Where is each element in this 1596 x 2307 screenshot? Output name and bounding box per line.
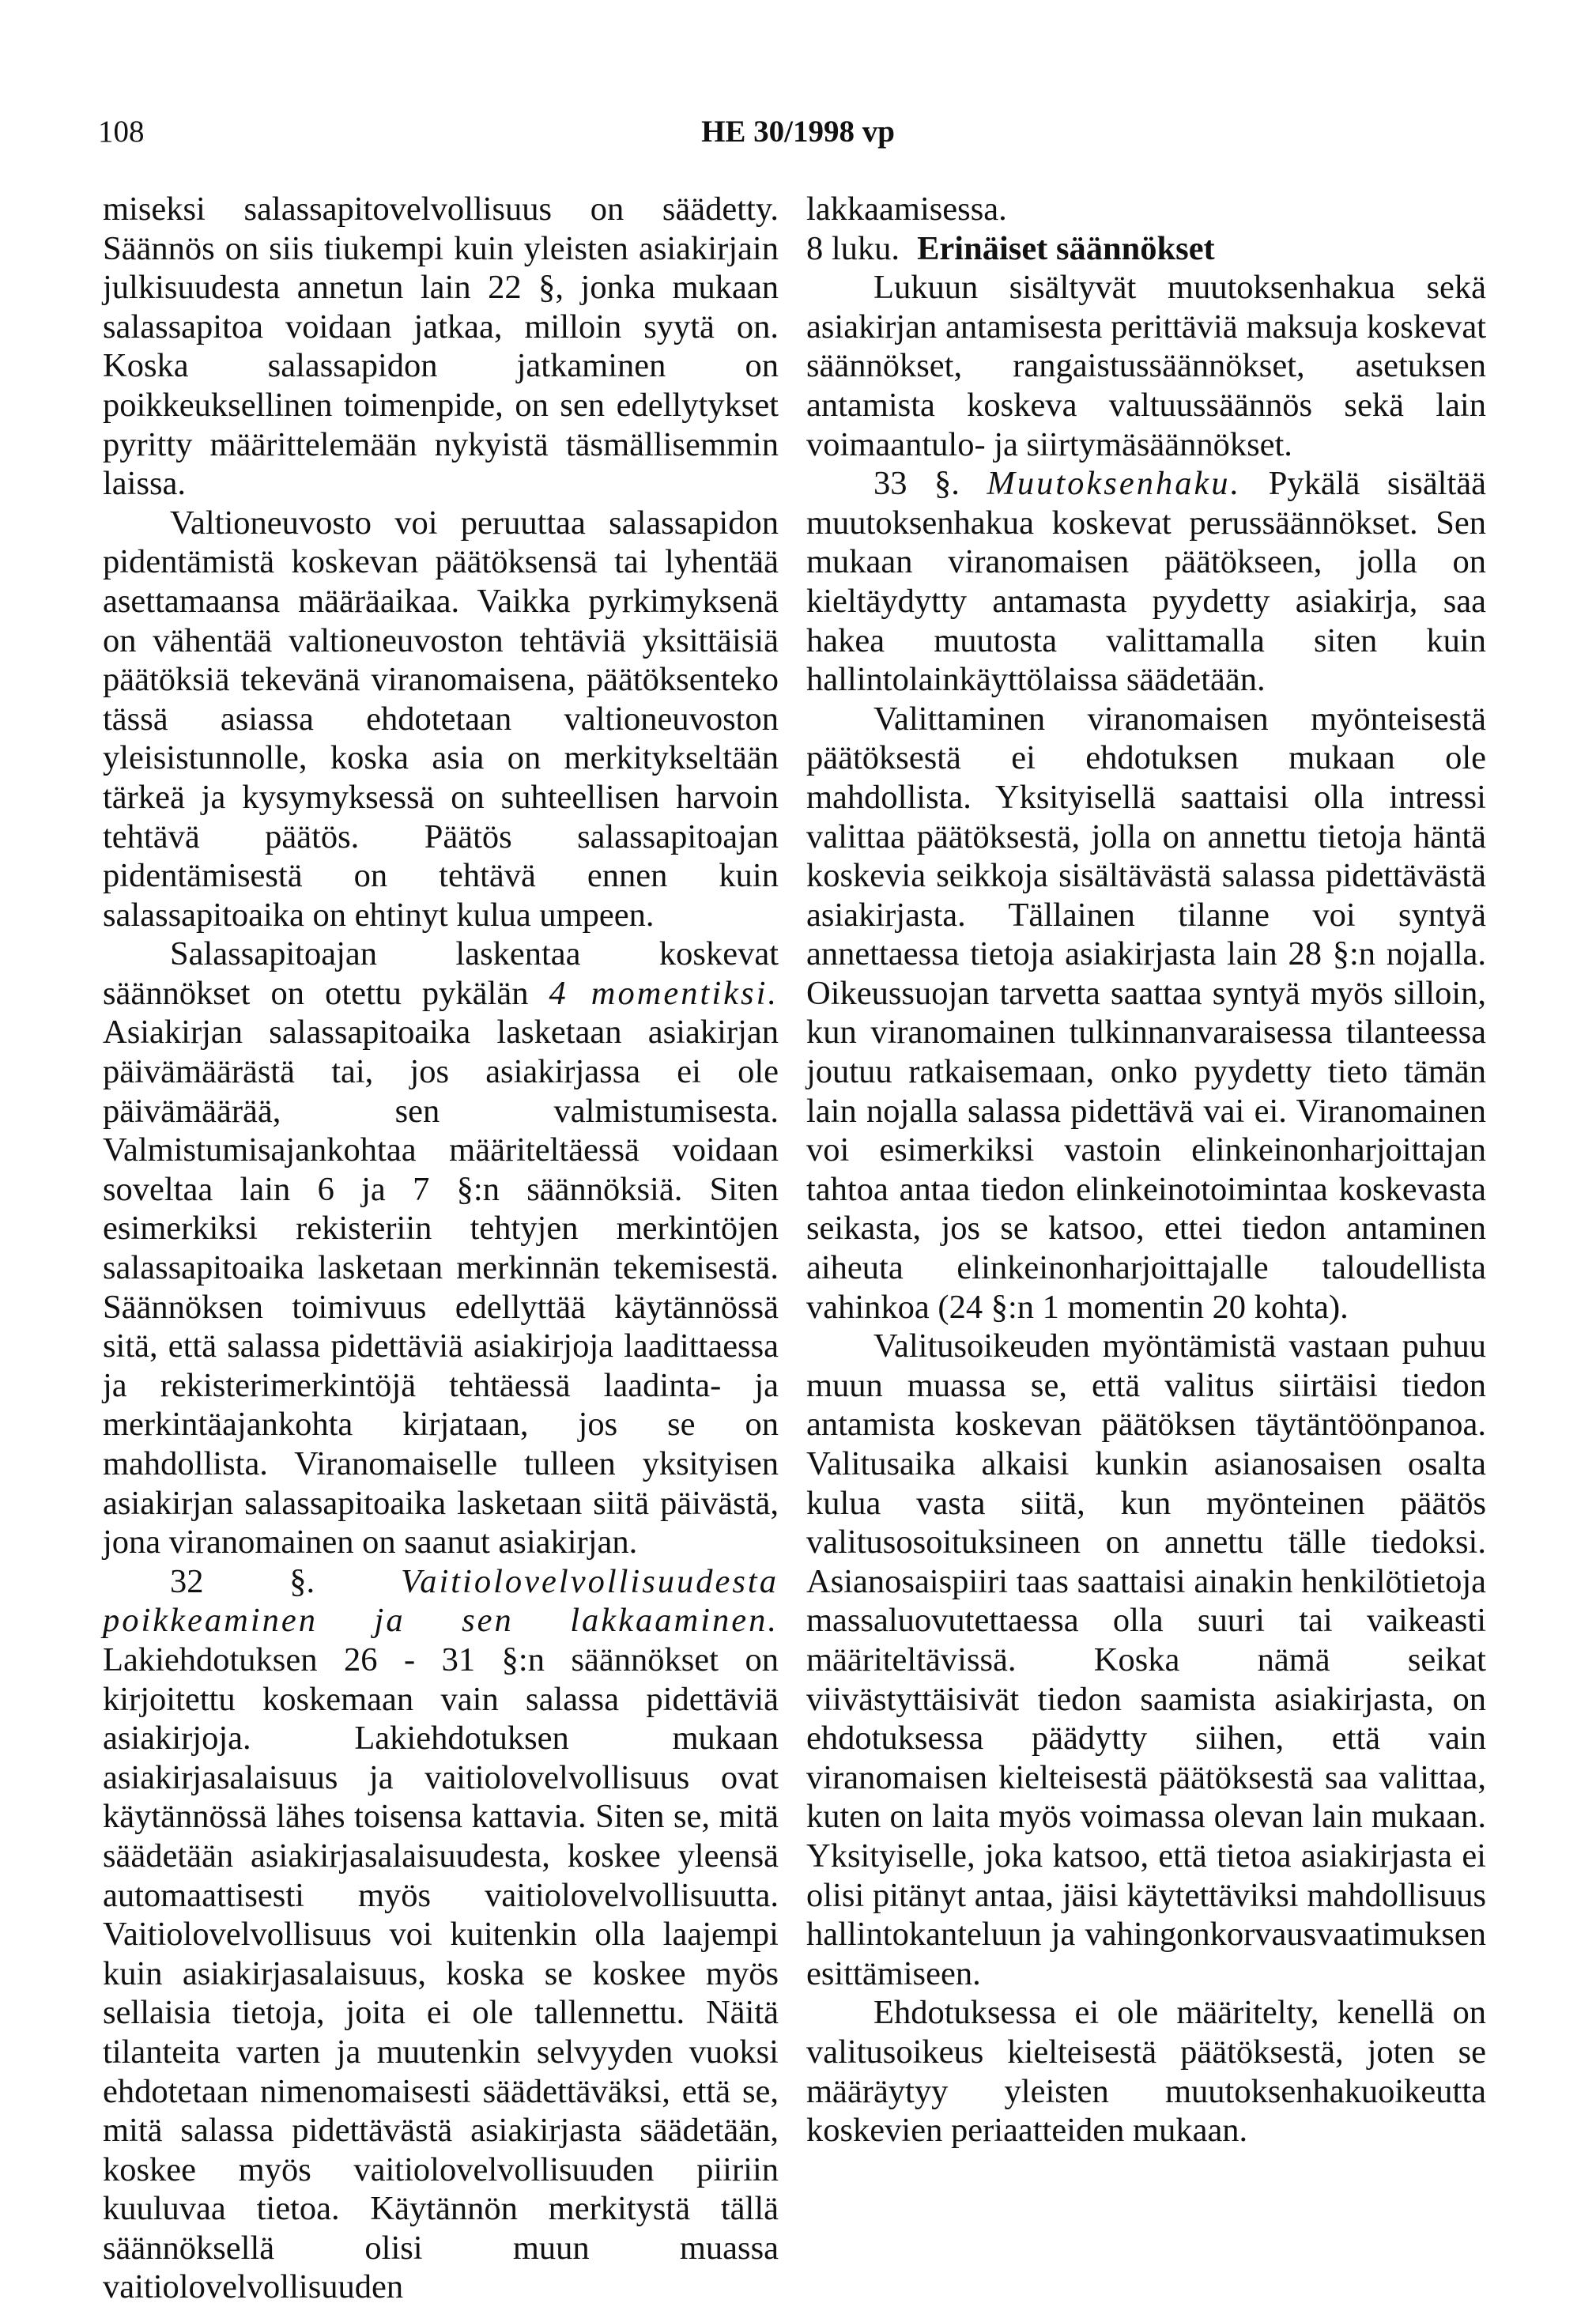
paragraph: Valitusoikeuden myöntämistä vastaan puhuu muun muassa se, että valitus siirtäisi tiedon antamista koskevan päätöksen täytäntöönpanoa. Valitusaika alkaisi kunkin asianosaisen osalta kulua vasta siitä, kun myönteinen päätös valitusosoituksineen on annettu tälle tiedoksi. Asianosaispiiri taas saattaisi ainakin henkilötietoja massaluovutettaessa olla suuri tai vaikeasti määriteltävissä. Koska nämä seikat viivästyttäisivät tiedon saamista asiakirjasta, on ehdotuksessa päädytty siihen, että vain viranomaisen kielteisestä päätöksestä saa valittaa, kuten on laita myös voimassa olevan lain mukaan. Yksityiselle, joka katsoo, että tietoa asiakirjasta ei olisi pitänyt antaa, jäisi käytettäviksi mahdollisuus hallintokanteluun ja vahingonkorvausvaatimuksen esittämiseen.: [806, 1327, 1486, 1992]
paragraph: [103, 935, 779, 1562]
paragraph: Ehdotuksessa ei ole määritelty, kenellä on valitusoikeus kielteisestä päätöksestä, joten se määräytyy yleisten muutoksenhakuoikeutta koskevien periaatteiden mukaan.: [806, 1994, 1486, 2150]
paragraph-text: Asiakirjan salassapitoaika lasketaan asiakirjan päivämäärästä tai, jos asiakirjassa ei ole päivämäärää, sen valmistumisesta. Valmistumisajankohtaa määriteltäessä voidaan soveltaa lain 6 ja 7 §:n säännöksiä. Siten esimerkiksi rekisteriin tehtyjen merkintöjen salassapitoaika lasketaan merkinnän tekemisestä. Säännöksen toimivuus edellyttää käytännössä sitä, että salassa pidettäviä asiakirjoja laadittaessa ja rekisterimerkintöjä tehtäessä laadinta- ja merkintäajankohta kirjataan, jos se on mahdollista. Viranomaiselle tulleen yksityisen asiakirjan salassapitoaika lasketaan siitä päivästä, jona viranomainen on saanut asiakirjan.: [103, 1014, 779, 1561]
section-heading: Vaitiolovelvollisuudesta poikkeaminen ja sen lakkaaminen.: [103, 1562, 779, 1640]
chapter-heading: [806, 229, 1486, 269]
paragraph: Valtioneuvosto voi peruuttaa salassapidon pidentämistä koskevan päätöksensä tai lyhentää asettamaansa määräaikaa. Vaikka pyrkimyksenä on vähentää valtioneuvoston tehtäviä yksittäisiä päätöksiä tekevänä viranomaisena, päätöksenteko tässä asiassa ehdotetaan valtioneuvoston yleisistunnolle, koska asia on merkitykseltään tärkeä ja kysymyksessä on suhteellisen harvoin tehtävä päätös. Päätös salassapitoajan pidentämisestä on tehtävä ennen kuin salassapitoaika on ehtinyt kulua umpeen.: [103, 504, 779, 934]
paragraph-continuation: lakkaamisessa.: [806, 191, 1007, 228]
paragraph: Valittaminen viranomaisen myönteisestä päätöksestä ei ehdotuksen mukaan ole mahdollista. Yksityisellä saattaisi olla intressi valittaa päätöksestä, jolla on annettu tietoja häntä koskevia seikkoja sisältävästä salassa pidettävästä asiakirjasta. Tällainen tilanne voi syntyä annettaessa tietoja asiakirjasta lain 28 §:n nojalla. Oikeussuojan tarvetta saattaa syntyä myös silloin, kun viranomainen tulkinnanvaraisessa tilanteessa joutuu ratkaisemaan, onko pyydetty tieto tämän lain nojalla salassa pidettävä vai ei. Viranomainen voi esimerkiksi vastoin elinkeinonharjoittajan tahtoa antaa tiedon elinkeinotoimintaa koskevasta seikasta, jos se katsoo, ettei tiedon antaminen aiheuta elinkeinonharjoittajalle taloudellista vahinkoa (24 §:n 1 momentin 20 kohta).: [806, 700, 1486, 1326]
left-column: [103, 190, 779, 2307]
page-header: [0, 112, 1596, 160]
section-paragraph: [103, 1562, 779, 2307]
paragraph-text: Pykälä sisältää muutoksenhakua koskevat perussäännökset. Sen mukaan viranomaisen päätökseen, jolla on kieltäydytty antamasta pyydetty asiakirja, saa hakea muutosta valittamalla siten kuin hallintolainkäyttölaissa säädetään.: [806, 465, 1487, 699]
page-number: 108: [98, 115, 145, 149]
chapter-title: Erinäiset säännökset: [917, 229, 1215, 267]
emphasis-text: 4 momentiksi.: [549, 974, 779, 1012]
paragraph: Lukuun sisältyvät muutoksenhakua sekä asiakirjan antamisesta perittäviä maksuja koskevat säännökset, rangaistussäännökset, asetuksen antamista koskeva valtuussäännös sekä lain voimaantulo- ja siirtymäsäännökset.: [806, 269, 1486, 463]
paragraph-text: Lakiehdotuksen 26 - 31 §:n säännökset on kirjoitettu koskemaan vain salassa pidettäviä asiakirjoja. Lakiehdotuksen mukaan asiakirjasalaisuus ja vaitiolovelvollisuus ovat käytännössä lähes toisensa kattavia. Siten se, mitä säädetään asiakirjasalaisuudesta, koskee yleensä automaattisesti myös vaitiolovelvollisuutta. Vaitiolovelvollisuus voi kuitenkin olla laajempi kuin asiakirjasalaisuus, koska se koskee myös sellaisia tietoja, joita ei ole tallennettu. Näitä tilanteita varten ja muutenkin selvyyden vuoksi ehdotetaan nimenomaisesti säädettäväksi, että se, mitä salassa pidettävästä asiakirjasta säädetään, koskee myös vaitiolovelvollisuuden piiriin kuuluvaa tietoa. Käytännön merkitystä tällä säännöksellä olisi muun muassa vaitiolovelvollisuuden: [103, 1641, 779, 2306]
section-number: 33 §.: [873, 465, 960, 503]
right-column: [806, 190, 1486, 2150]
section-paragraph: [806, 464, 1486, 700]
chapter-number: 8 luku.: [806, 229, 900, 267]
section-heading: Muutoksenhaku.: [987, 465, 1242, 503]
document-id: HE 30/1998 vp: [701, 115, 895, 149]
paragraph-text: Salassapitoajan laskentaa koskevat säännökset on otettu pykälän: [103, 935, 779, 1012]
paragraph: miseksi salassapitovelvollisuus on säädetty. Säännös on siis tiukempi kuin yleisten asiakirjain julkisuudesta annetun lain 22 §, jonka mukaan salassapitoa voidaan jatkaa, milloin syytä on. Koska salassapidon jatkaminen on poikkeuksellinen toimenpide, on sen edellytykset pyritty määrittelemään nykyistä täsmällisemmin laissa.: [103, 191, 779, 503]
section-number: 32 §.: [170, 1562, 315, 1600]
